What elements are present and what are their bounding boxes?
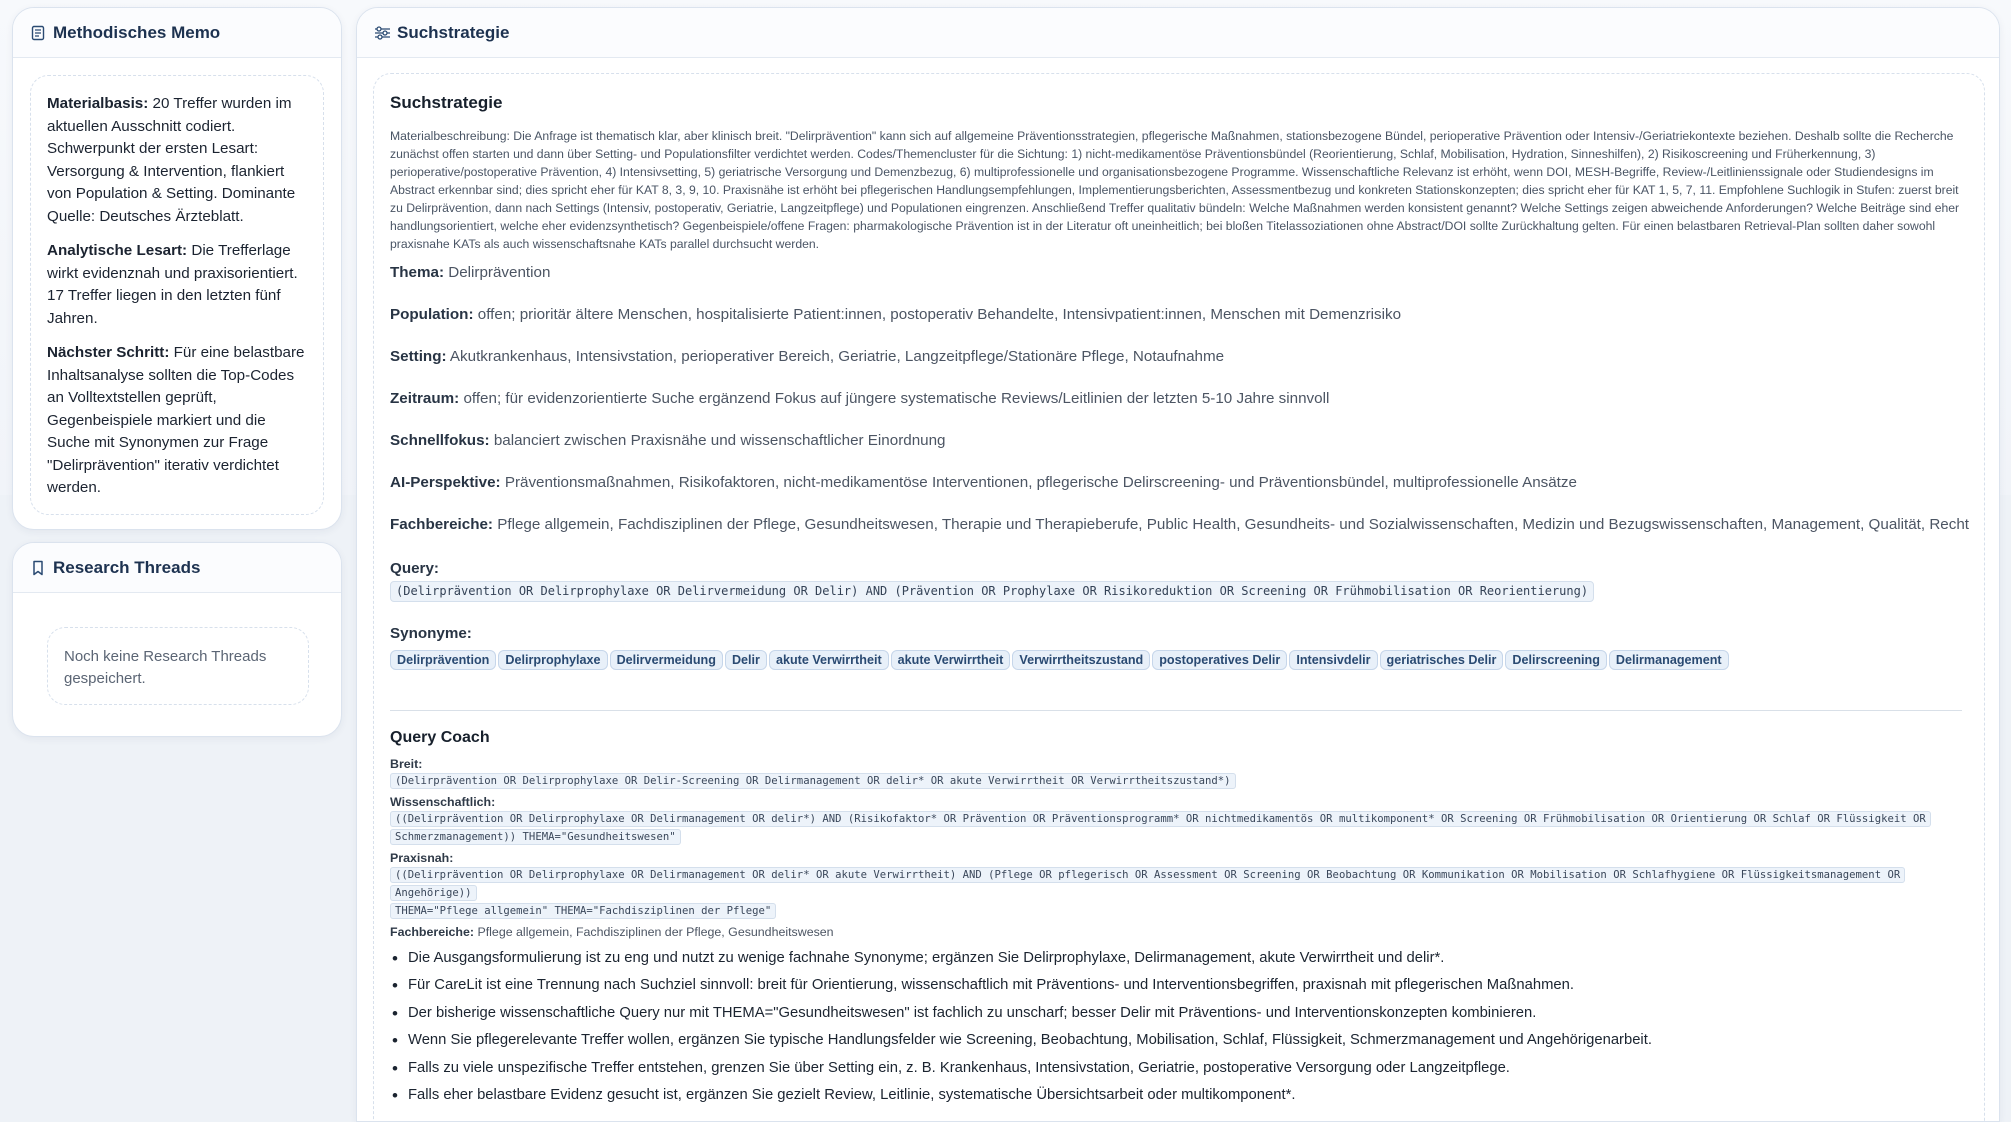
synonyms-label: Synonyme: xyxy=(390,625,472,642)
memo-text: 20 Treffer wurden im aktuellen Ausschnitt codiert. Schwerpunkt der ersten Lesart: Versorgung & Intervention, flankiert von Population & Setting. Dominante Quelle: Deutsches Ärzteblatt. xyxy=(47,95,296,225)
memo-label: Materialbasis: xyxy=(47,95,149,112)
recommendation-item: • Falls zu viele unspezifische Treffer entstehen, grenzen Sie über Setting ein, z. B. Krankenhaus, Intensivstation, Geriatrie, postoperative Versorgung oder Langzeitpflege. xyxy=(390,1055,1970,1082)
suchstrategie-panel xyxy=(356,7,2000,1122)
synonym-chip[interactable]: postoperatives Delir xyxy=(1152,650,1287,670)
memo-text: Die Trefferlage wirkt evidenznah und praxisorientiert. 17 Treffer liegen in den letzten fünf Jahren. xyxy=(47,242,298,327)
coach-fachbereiche xyxy=(390,925,1970,939)
field-label: Schnellfokus: xyxy=(390,432,490,449)
coach-praxis-query[interactable] xyxy=(390,866,1970,920)
memo-paragraph-materialbasis xyxy=(47,93,307,228)
coach-wiss-query[interactable] xyxy=(390,810,1970,846)
memo-label: Nächster Schritt: xyxy=(47,344,170,361)
memo-paragraph-naechster-schritt xyxy=(47,342,307,500)
query-code[interactable]: (Delirprävention OR Delirprophylaxe OR Delirvermeidung OR Delir) AND (Prävention OR Prophylaxe OR Risikoreduktion OR Screening OR Frühmobilisation OR Reorientierung) xyxy=(390,581,1594,602)
recommendation-item: • Der bisherige wissenschaftliche Query nur mit THEMA="Gesundheitswesen" ist fachlich zu unscharf; besser Delir mit Präventions- und Interventionskonzepten kombinieren. xyxy=(390,1000,1970,1027)
synonym-chip[interactable]: akute Verwirrtheit xyxy=(891,650,1011,670)
synonym-chip[interactable]: geriatrisches Delir xyxy=(1380,650,1504,670)
field-population xyxy=(390,306,1401,323)
query-coach-heading: Query Coach xyxy=(390,729,490,746)
synonym-chip[interactable]: akute Verwirrtheit xyxy=(769,650,889,670)
field-value: offen; für evidenzorientierte Suche ergänzend Fokus auf jüngere systematische Reviews/Leitlinien der letzten 5-10 Jahre sinnvoll xyxy=(463,390,1330,407)
field-zeitraum xyxy=(390,390,1329,407)
synonym-chip[interactable]: Delirprophylaxe xyxy=(498,650,607,670)
field-label: Setting: xyxy=(390,348,447,365)
suchstrategie-heading: Suchstrategie xyxy=(390,93,503,112)
query-section xyxy=(390,560,1594,602)
synonym-chip[interactable]: Delirvermeidung xyxy=(610,650,723,670)
field-label: AI-Perspektive: xyxy=(390,474,501,491)
field-label: Zeitraum: xyxy=(390,390,460,407)
coach-fach-label: Fachbereiche: xyxy=(390,925,475,939)
memo-text: Für eine belastbare Inhaltsanalyse sollten die Top-Codes an Volltextstellen geprüft, Gegenbeispiele markiert und die Suche mit Synonymen zur Frage "Delirprävention" iterativ verdichtet werden. xyxy=(47,344,305,496)
memo-header xyxy=(13,8,341,58)
field-value: Pflege allgemein, Fachdisziplinen der Pflege, Gesundheitswesen, Therapie und Therapieberufe, Public Health, Gesundheits- und Sozialwissenschaften, Medizin und Bezugswissenschaften, Management, Qualität, Recht xyxy=(497,516,1970,533)
coach-wiss-label: Wissenschaftlich: xyxy=(390,795,496,809)
synonym-chip[interactable]: Verwirrtheitszustand xyxy=(1012,650,1150,670)
main-header xyxy=(357,8,1999,58)
field-label: Fachbereiche: xyxy=(390,516,493,533)
methodisches-memo-panel xyxy=(12,7,342,530)
coach-praxis-label: Praxisnah: xyxy=(390,851,454,865)
field-value: balanciert zwischen Praxisnähe und wissenschaftlicher Einordnung xyxy=(493,432,946,449)
synonym-chip[interactable]: Intensivdelir xyxy=(1289,650,1377,670)
notes-icon xyxy=(29,24,47,42)
research-threads-panel xyxy=(12,542,342,737)
threads-empty-state: Noch keine Research Threads gespeichert. xyxy=(47,627,309,705)
coach-breit-text: (Delirprävention OR Delirprophylaxe OR Delir-Screening OR Delirmanagement OR delir* OR akute Verwirrtheit OR Verwirrtheitszustand*) xyxy=(390,773,1236,789)
memo-paragraph-analytisch xyxy=(47,240,307,330)
coach-wiss-line: ((Delirprävention OR Delirprophylaxe OR Delirmanagement OR delir*) AND (Risikofaktor* OR Prävention OR Präventionsprogramm* OR nichtmedikamentös OR multikomponent* OR Screening OR Frühmobilisation OR Orientierung OR Schlaf OR Flüssigkeit OR xyxy=(390,811,1931,827)
field-value: Delirprävention xyxy=(448,264,551,281)
field-ai-perspektive xyxy=(390,474,1577,491)
recommendation-item: • Die Ausgangsformulierung ist zu eng und nutzt zu wenige fachnahe Synonyme; ergänzen Sie Delirprophylaxe, Delirmanagement, akute Verwirrtheit und delir*. xyxy=(390,945,1970,972)
recommendation-item: • Falls eher belastbare Evidenz gesucht ist, ergänzen Sie gezielt Review, Leitlinie, systematische Übersichtsarbeit oder multikomponent*. xyxy=(390,1082,1970,1109)
sliders-icon xyxy=(373,24,391,42)
field-label: Thema: xyxy=(390,264,445,281)
field-schnellfokus xyxy=(390,432,946,449)
field-value: Präventionsmaßnahmen, Risikofaktoren, nicht-medikamentöse Interventionen, pflegerische Delirscreening- und Präventionsbündel, multiprofessionelle Ansätze xyxy=(504,474,1577,491)
memo-content xyxy=(30,75,324,515)
coach-breit-query[interactable] xyxy=(390,772,1970,790)
synonym-chip[interactable]: Delirmanagement xyxy=(1609,650,1729,670)
suchstrategie-content xyxy=(373,73,1985,1122)
recommendation-item: • Wenn Sie pflegerelevante Treffer wollen, ergänzen Sie typische Handlungsfelder wie Screening, Beobachtung, Mobilisation, Schlaf, Flüssigkeit, Schmerzmanagement und Angehörigenarbeit. xyxy=(390,1027,1970,1054)
field-thema xyxy=(390,264,550,281)
bookmark-icon xyxy=(29,559,47,577)
field-fachbereiche xyxy=(390,516,1969,533)
field-setting xyxy=(390,348,1224,365)
main-header-title: Suchstrategie xyxy=(397,22,510,42)
synonym-chip[interactable]: Delirprävention xyxy=(390,650,496,670)
recommendation-item: • Für CareLit ist eine Trennung nach Suchziel sinnvoll: breit für Orientierung, wissenschaftlich mit Präventions- und Interventionsbegriffen, praxisnah mit pflegerischen Maßnahmen. xyxy=(390,972,1970,999)
coach-fach-value: Pflege allgemein, Fachdisziplinen der Pflege, Gesundheitswesen xyxy=(477,925,834,939)
synonym-chip[interactable]: Delirscreening xyxy=(1505,650,1607,670)
coach-recommendations xyxy=(390,945,1970,1109)
memo-title: Methodisches Memo xyxy=(53,22,221,42)
coach-wiss-line: Schmerzmanagement)) THEMA="Gesundheitswesen" xyxy=(390,829,681,845)
field-value: offen; prioritär ältere Menschen, hospitalisierte Patient:innen, postoperativ Behandelte, Intensivpatient:innen, Menschen mit Demenzrisiko xyxy=(477,306,1402,323)
synonym-chips xyxy=(390,650,1729,670)
query-label: Query: xyxy=(390,560,439,577)
material-description: Materialbeschreibung: Die Anfrage ist thematisch klar, aber klinisch breit. "Delirprävention" kann sich auf allgemeine Präventionsstrategien, pflegerische Maßnahmen, stationsbezogene Bündel, perioperative Prävention oder Intensiv-/Geriatriekontexte beziehen. Deshalb sollte die Recherche zunächst offen starten und dann über Setting- und Populationsfilter verdichtet werden. Codes/Themencluster für die Sichtung: 1) nicht-medikamentöse Präventionsbündel (Reorientierung, Schlaf, Mobilisation, Hydration, Sinneshilfen), 2) Risikoscreening und Früherkennung, 3) perioperative/postoperative Prävention, 4) Intensivsetting, 5) geriatrische Versorgung und Demenzbezug, 6) multiprofessionelle und organisationsbezogene Programme. Wissenschaftliche Relevanz ist erhöht, wenn DOI, MESH-Begriffe, Review-/Leitlinienssignale oder Studiendesigns im Abstract erkennbar sind; dies spricht eher für KAT 8, 3, 9, 10. Praxisnähe ist erhöht bei pflegerischen Handlungsempfehlungen, Implementierungsberichten, Assessmentbezug und konkreten Stationskonzepten; dies spricht eher für KAT 1, 5, 7, 11. Empfohlene Suchlogik in Stufen: zuerst breit zu Delirprävention, dann nach Settings (Intensiv, postoperativ, Geriatrie, Langzeitpflege) und Populationen eingrenzen. Anschließend Treffer qualitativ bündeln: Welche Maßnahmen werden konsistent genannt? Welche Settings zeigen abweichende Anforderungen? Welche Beiträge sind eher handlungsorientiert, welche eher evidenzsynthetisch? Gegenbeispiele/offene Fragen: pharmakologische Prävention ist in der Literatur oft uneinheitlich; bei bloßen Titelassoziationen ohne Abstract/DOI sollte Zurückhaltung gelten. Für einen belastbaren Retrieval-Plan sollten daher sowohl praxisnahe KATs als auch wissenschaftsnahe KATs parallel durchsucht werden. xyxy=(390,129,1960,251)
coach-praxis-line: THEMA="Pflege allgemein" THEMA="Fachdisziplinen der Pflege" xyxy=(390,903,776,919)
field-value: Akutkrankenhaus, Intensivstation, perioperativer Bereich, Geriatrie, Langzeitpflege/Stationäre Pflege, Notaufnahme xyxy=(449,348,1225,365)
threads-header xyxy=(13,543,341,593)
coach-breit-label: Breit: xyxy=(390,757,423,771)
query-coach-section xyxy=(390,729,1970,1109)
threads-title: Research Threads xyxy=(53,557,201,577)
field-label: Population: xyxy=(390,306,474,323)
synonym-chip[interactable]: Delir xyxy=(725,650,767,670)
memo-label: Analytische Lesart: xyxy=(47,242,188,259)
section-divider xyxy=(390,710,1962,711)
synonyms-section xyxy=(390,625,1729,670)
coach-praxis-line: ((Delirprävention OR Delirprophylaxe OR Delirmanagement OR delir* OR akute Verwirrtheit) AND (Pflege OR pflegerisch OR Assessment OR Screening OR Beobachtung OR Kommunikation OR Mobilisation OR Schlafhygiene OR Flüssigkeitsmanagement OR Angehörige)) xyxy=(390,867,1905,901)
